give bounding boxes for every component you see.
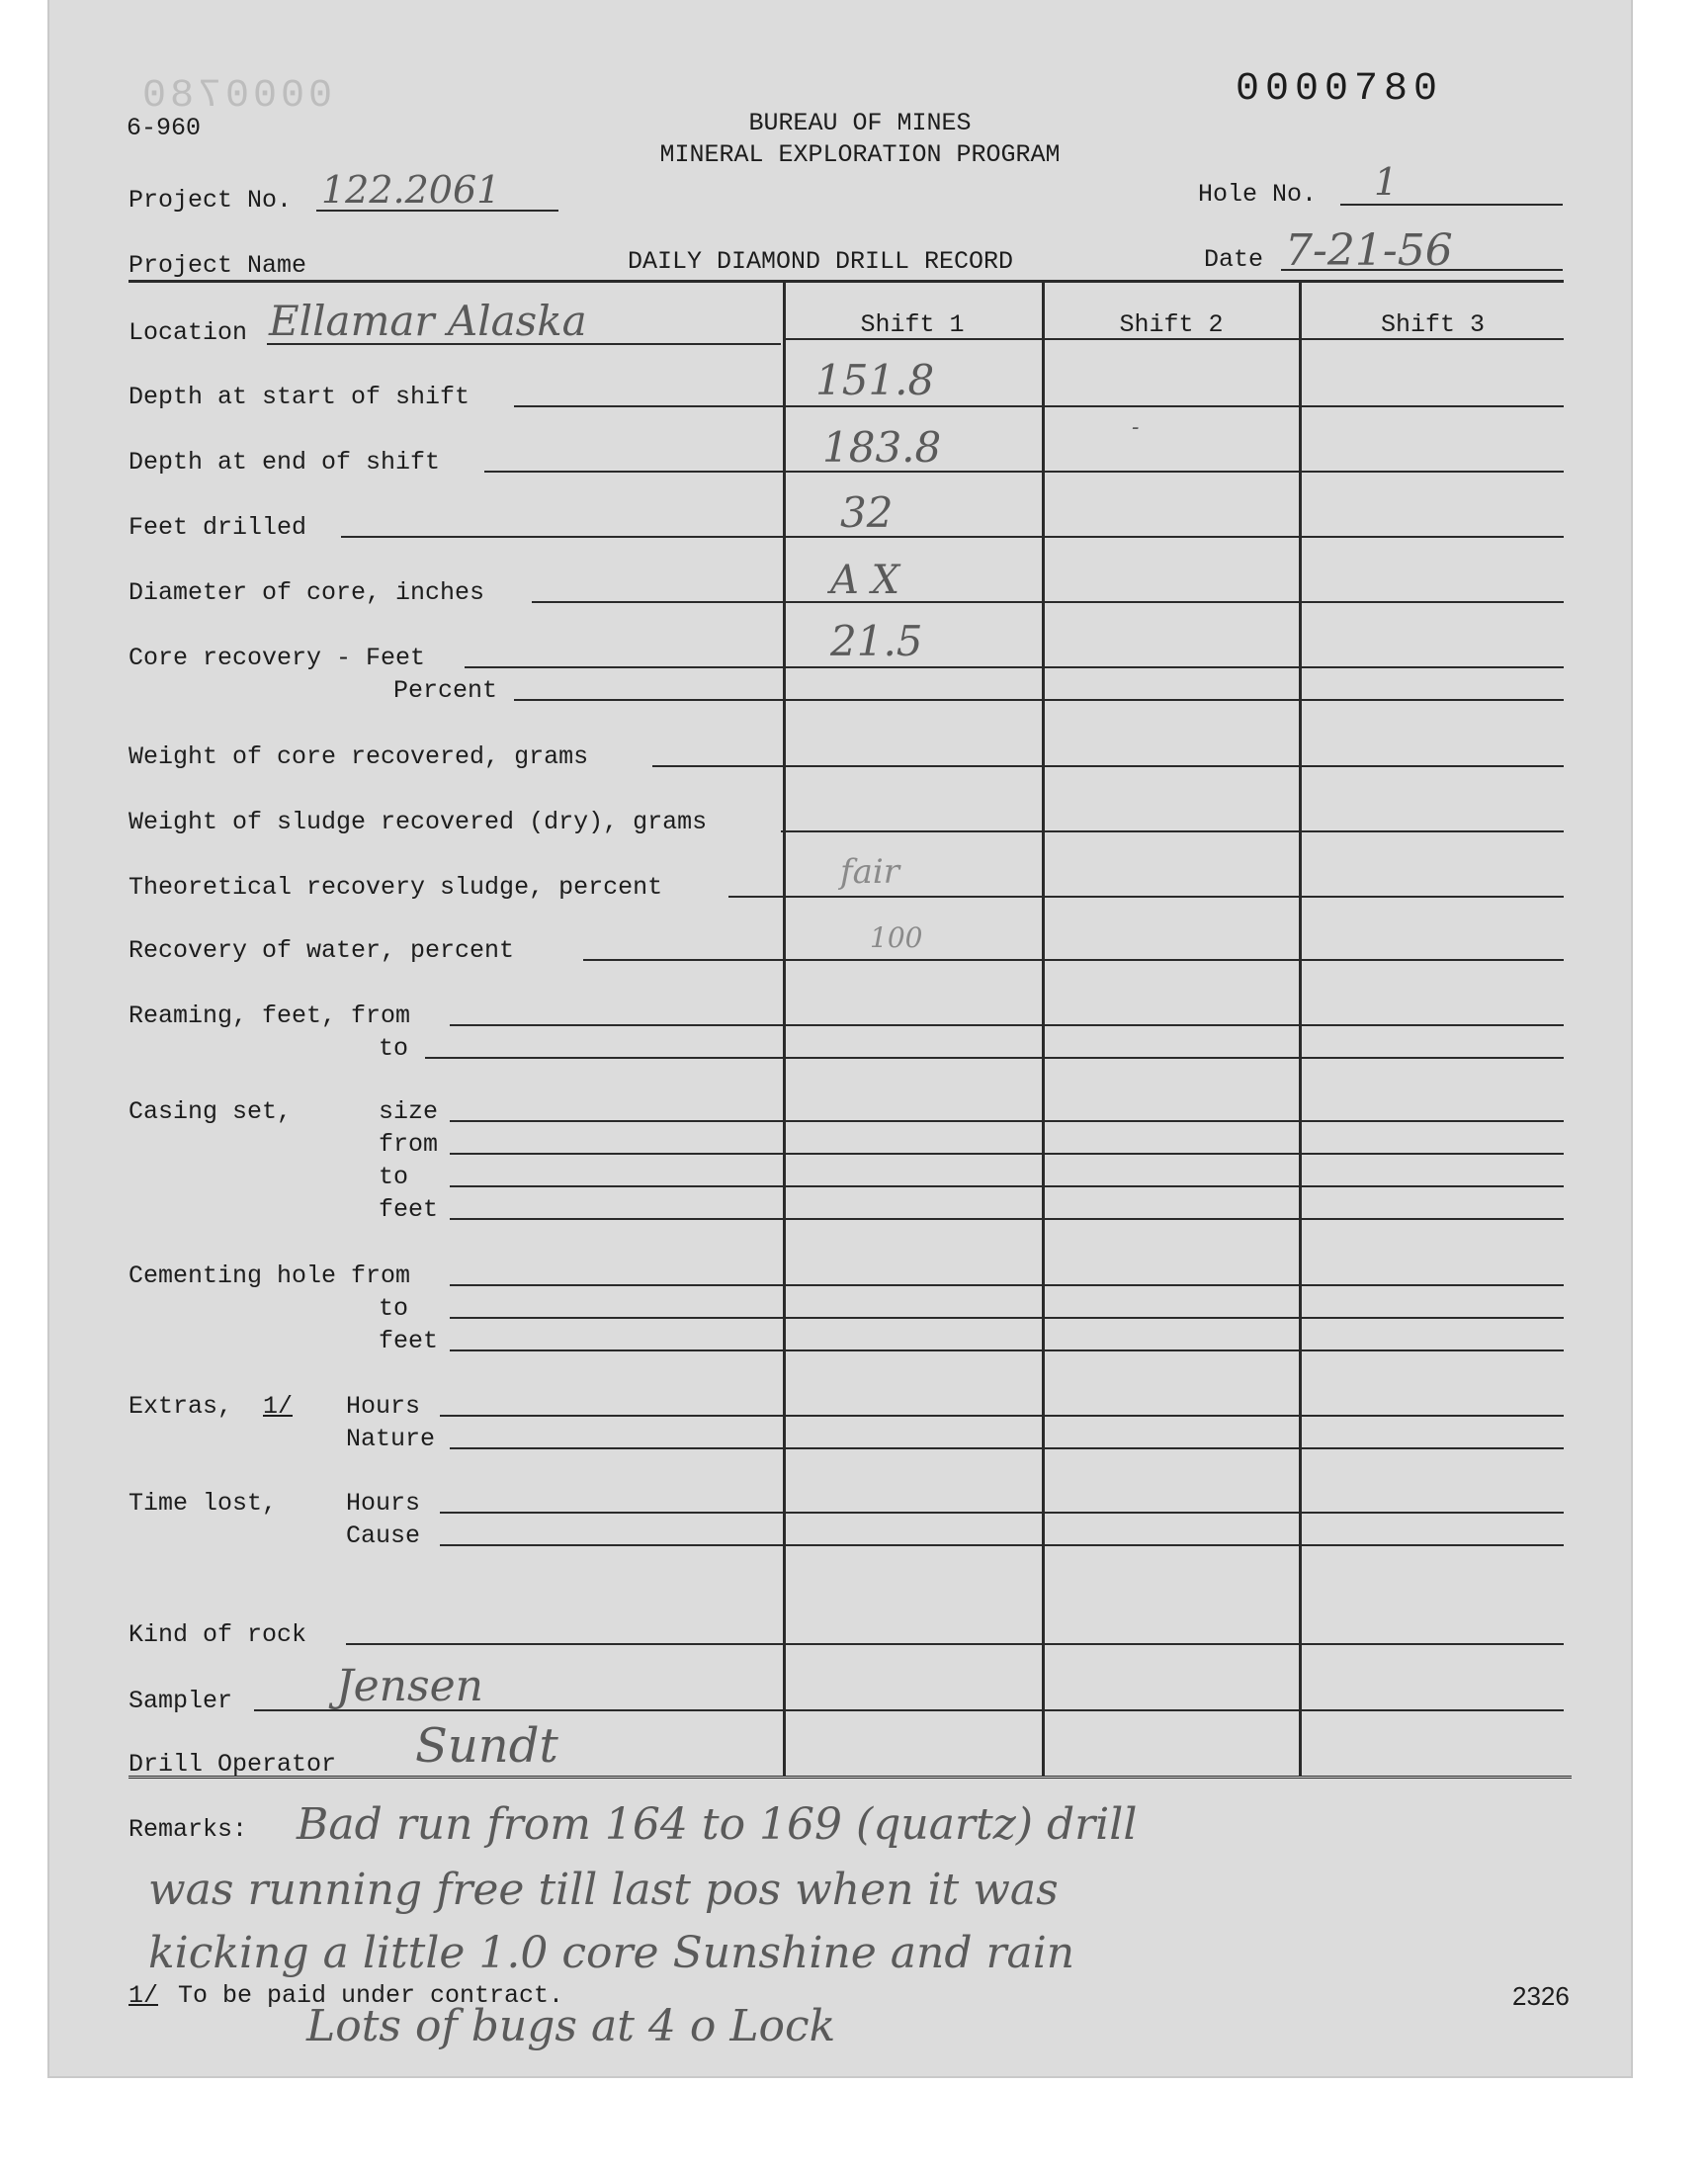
record-title: DAILY DIAMOND DRILL RECORD	[627, 247, 1014, 276]
extras-nature-label: Nature	[346, 1425, 436, 1453]
extras-footnote-mark: 1/	[263, 1392, 294, 1421]
date-value: 7-21-56	[1285, 225, 1453, 276]
cementing-to-label: to	[379, 1294, 409, 1323]
depth-start-label: Depth at start of shift	[128, 383, 470, 411]
footnote-mark: 1/	[128, 1981, 159, 2010]
document-page	[49, 0, 1631, 2076]
col-shift-2: Shift 2	[1119, 310, 1224, 339]
form-number: 6-960	[127, 114, 202, 142]
drill-operator-label: Drill Operator	[128, 1750, 337, 1779]
theoretical-label: Theoretical recovery sludge, percent	[128, 873, 663, 902]
feet-drilled-shift1: 32	[840, 488, 894, 537]
diameter-label: Diameter of core, inches	[128, 578, 485, 607]
remarks-line-1: Bad run from 164 to 169 (quartz) drill	[297, 1799, 1138, 1850]
cementing-label: Cementing hole from	[128, 1262, 411, 1290]
weight-sludge-label: Weight of sludge recovered (dry), grams	[128, 808, 708, 836]
project-no-value: 122.2061	[321, 168, 501, 212]
depth-end-shift1: 183.8	[822, 423, 942, 472]
depth-end-shift2: -	[1132, 415, 1140, 440]
kind-of-rock-label: Kind of rock	[128, 1620, 307, 1649]
sampler-label: Sampler	[128, 1687, 233, 1715]
core-recovery-label: Core recovery - Feet	[128, 644, 426, 672]
diameter-shift1: A X	[830, 558, 900, 603]
sampler-value: Jensen	[336, 1661, 483, 1711]
extras-label: Extras,	[128, 1392, 233, 1421]
water-label: Recovery of water, percent	[128, 936, 515, 965]
remarks-line-2: was running free till last pos when it was	[148, 1865, 1059, 1915]
casing-size-label: size	[379, 1097, 439, 1126]
page-number: 2326	[1512, 1981, 1570, 2011]
depth-end-label: Depth at end of shift	[128, 448, 441, 477]
remarks-line-4: Lots of bugs at 4 o Lock	[306, 2001, 836, 2051]
project-name-label: Project Name	[128, 251, 307, 280]
program-title: MINERAL EXPLORATION PROGRAM	[659, 140, 1061, 169]
casing-feet-label: feet	[379, 1195, 439, 1224]
time-lost-cause-label: Cause	[346, 1522, 421, 1550]
casing-from-label: from	[379, 1130, 439, 1159]
time-lost-hours-label: Hours	[346, 1489, 421, 1518]
cementing-feet-label: feet	[379, 1327, 439, 1355]
time-lost-label: Time lost,	[128, 1489, 278, 1518]
col-shift-1: Shift 1	[860, 310, 965, 339]
reaming-to-label: to	[379, 1034, 409, 1063]
core-recovery-percent-label: Percent	[393, 676, 498, 705]
date-label: Date	[1204, 245, 1264, 274]
remarks-label: Remarks:	[128, 1815, 248, 1844]
bureau-title: BUREAU OF MINES	[748, 109, 972, 137]
hole-no-label: Hole No.	[1198, 180, 1318, 209]
theoretical-shift1: fair	[840, 852, 899, 892]
reaming-label: Reaming, feet, from	[128, 1001, 411, 1030]
hole-no-value: 1	[1374, 160, 1399, 204]
core-recovery-shift1: 21.5	[830, 617, 923, 665]
casing-label: Casing set,	[128, 1097, 293, 1126]
col-shift-3: Shift 3	[1380, 310, 1486, 339]
extras-hours-label: Hours	[346, 1392, 421, 1421]
casing-to-label: to	[379, 1163, 409, 1191]
footnote-text: To be paid under contract.	[178, 1981, 564, 2010]
water-shift1: 100	[870, 921, 923, 954]
drill-operator-value: Sundt	[415, 1718, 558, 1774]
project-no-label: Project No.	[128, 186, 293, 215]
document-number: 0000780	[1236, 67, 1444, 112]
location-label: Location	[128, 318, 248, 347]
ghost-doc-number: 0000780	[138, 74, 333, 119]
remarks-line-3: kicking a little 1.0 core Sunshine and rain	[148, 1928, 1075, 1978]
location-value: Ellamar Alaska	[269, 297, 587, 345]
feet-drilled-label: Feet drilled	[128, 513, 307, 542]
weight-core-label: Weight of core recovered, grams	[128, 742, 589, 771]
depth-start-shift1: 151.8	[815, 356, 935, 404]
